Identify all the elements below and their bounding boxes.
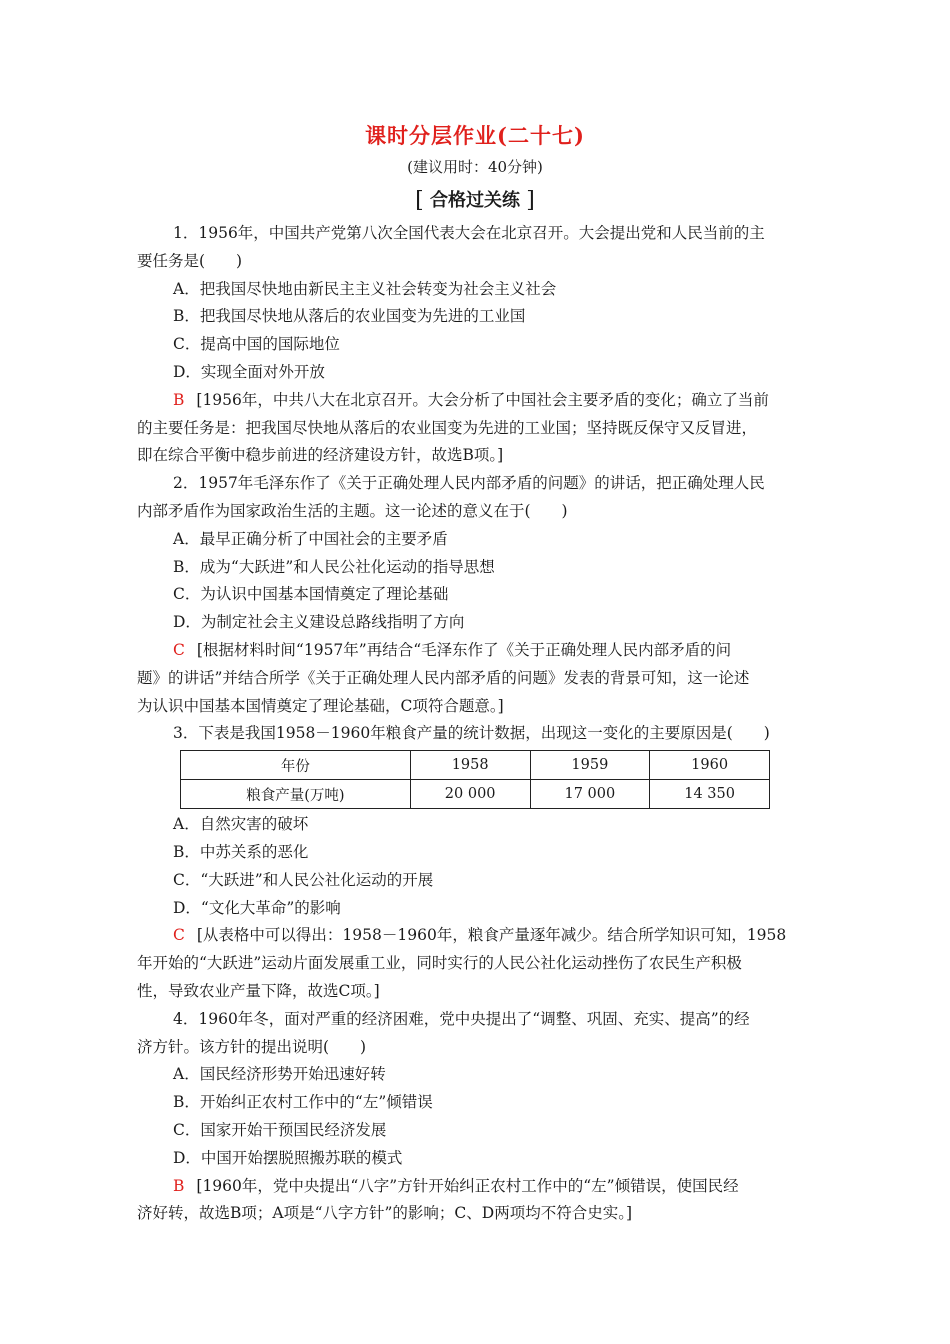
answer-explanation-line: 为认识中国基本国情奠定了理论基础，C项符合题意。] — [137, 696, 504, 715]
answer-explanation-line: B [1956年，中共八大在北京召开。大会分析了中国社会主要矛盾的变化；确立了当前 — [173, 390, 769, 409]
bracket-right: ] — [526, 188, 535, 213]
page-title: 课时分层作业(二十七) — [365, 123, 585, 148]
option-b: B．把我国尽快地从落后的农业国变为先进的工业国 — [173, 307, 526, 326]
table-header-row — [181, 751, 770, 780]
option-b: B．中苏关系的恶化 — [173, 842, 309, 861]
question-4 — [137, 1006, 817, 1228]
table-cell: 17 000 — [530, 780, 650, 809]
table-cell: 粮食产量(万吨) — [181, 780, 411, 809]
answer-letter: B — [173, 1176, 185, 1195]
option-a: A．最早正确分析了中国社会的主要矛盾 — [173, 529, 448, 548]
question-3 — [137, 720, 817, 1005]
answer-explanation-line: 性，导致农业产量下降，故选C项。] — [137, 981, 380, 1000]
question-stem-line: 1．1956年，中国共产党第八次全国代表大会在北京召开。大会提出党和人民当前的主 — [173, 224, 765, 242]
table-cell: 20 000 — [410, 780, 530, 809]
table-cell: 14 350 — [650, 780, 770, 809]
answer-explanation-line: C [从表格中可以得出：1958－1960年，粮食产量逐年减少。结合所学知识可知，1958 — [173, 926, 787, 945]
question-stem-line: 内部矛盾作为国家政治生活的主题。这一论述的意义在于( ) — [137, 501, 568, 520]
answer-explanation-line: 年开始的“大跃进”运动片面发展重工业，同时实行的人民公社化运动挫伤了农民生产积极 — [137, 954, 742, 973]
question-2 — [137, 470, 817, 720]
table-cell: 1958 — [410, 751, 530, 780]
option-c: C．为认识中国基本国情奠定了理论基础 — [173, 585, 449, 604]
answer-explanation-line: 题》的讲话”并结合所学《关于正确处理人民内部矛盾的问题》发表的背景可知，这一论述 — [137, 668, 750, 687]
section-label: 合格过关练 — [430, 190, 520, 211]
option-d: D．“文化大革命”的影响 — [173, 898, 341, 917]
option-c: C．“大跃进”和人民公社化运动的开展 — [173, 870, 434, 889]
option-a: A．国民经济形势开始迅速好转 — [173, 1065, 386, 1084]
question-stem-line: 济方针。该方针的提出说明( ) — [137, 1037, 367, 1056]
option-d: D．实现全面对外开放 — [173, 362, 325, 381]
answer-letter: C — [173, 640, 185, 659]
grain-output-table — [180, 750, 770, 809]
section-heading — [0, 186, 950, 213]
answer-explanation-line: 的主要任务是：把我国尽快地从落后的农业国变为先进的工业国；坚持既反保守又反冒进， — [137, 418, 758, 437]
answer-letter: C — [173, 926, 185, 945]
bracket-left: [ — [415, 188, 424, 213]
table-cell: 年份 — [181, 751, 411, 780]
answer-letter: B — [173, 390, 185, 409]
question-stem-line: 4．1960年冬，面对严重的经济困难，党中央提出了“调整、巩固、充实、提高”的经 — [173, 1009, 750, 1028]
answer-explanation-line: C [根据材料时间“1957年”再结合“毛泽东作了《关于正确处理人民内部矛盾的问 — [173, 640, 732, 659]
option-b: B．成为“大跃进”和人民公社化运动的指导思想 — [173, 557, 495, 576]
table-cell: 1959 — [530, 751, 650, 780]
question-1 — [137, 220, 817, 470]
option-c: C．国家开始干预国民经济发展 — [173, 1120, 387, 1139]
option-b: B．开始纠正农村工作中的“左”倾错误 — [173, 1093, 433, 1112]
option-a: A．把我国尽快地由新民主主义社会转变为社会主义社会 — [173, 279, 557, 298]
option-c: C．提高中国的国际地位 — [173, 335, 340, 354]
answer-explanation-line: B [1960年，党中央提出“八字”方针开始纠正农村工作中的“左”倾错误，使国民经 — [173, 1176, 739, 1195]
suggested-time: (建议用时：40分钟) — [407, 158, 543, 176]
question-stem-line: 要任务是( ) — [137, 251, 243, 270]
question-stem-line: 3．下表是我国1958－1960年粮食产量的统计数据，出现这一变化的主要原因是( ) — [173, 724, 770, 743]
option-d: D．为制定社会主义建设总路线指明了方向 — [173, 613, 465, 632]
table-cell: 1960 — [650, 751, 770, 780]
answer-explanation-line: 即在综合平衡中稳步前进的经济建设方针，故选B项。] — [137, 446, 504, 465]
answer-explanation-line: 济好转，故选B项；A项是“八字方针”的影响；C、D两项均不符合史实。] — [137, 1204, 633, 1223]
question-stem-line: 2．1957年毛泽东作了《关于正确处理人民内部矛盾的问题》的讲话，把正确处理人民 — [173, 474, 765, 493]
table-row — [181, 780, 770, 809]
option-a: A．自然灾害的破坏 — [173, 815, 309, 834]
questions — [137, 220, 817, 1228]
option-d: D．中国开始摆脱照搬苏联的模式 — [173, 1148, 403, 1167]
